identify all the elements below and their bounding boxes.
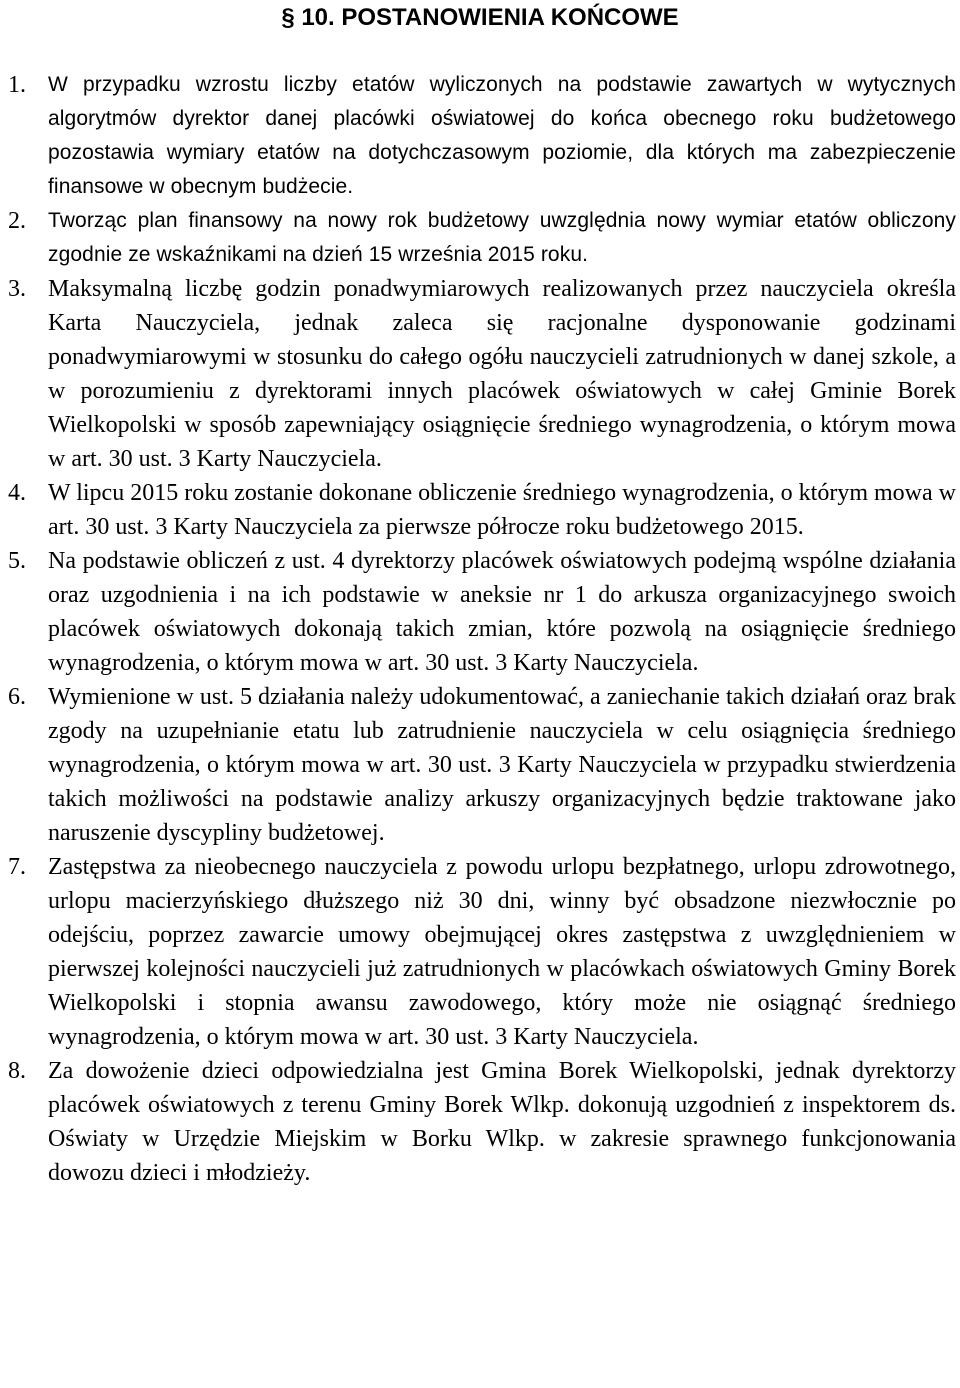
list-item — [8, 272, 956, 476]
item-number: 8. — [8, 1058, 26, 1084]
list-item — [8, 476, 956, 544]
item-number: 5. — [8, 548, 26, 574]
item-text: W lipcu 2015 roku zostanie dokonane obliczenie średniego wynagrodzenia, o którym mowa w art. 30 ust. 3 Karty Nauczyciela za pierwsze półrocze roku budżetowego 2015. — [48, 480, 956, 540]
item-text: W przypadku wzrostu liczby etatów wyliczonych na podstawie zawartych w wytycznych algorytmów dyrektor danej placówki oświatowej do końca obecnego roku budżetowego pozostawia wymiary etatów na dotychczasowym poziomie, dla których ma zabezpieczenie finansowe w obecnym budżecie. — [48, 73, 956, 198]
list-item — [8, 68, 956, 204]
item-number: 7. — [8, 854, 26, 880]
list-item — [8, 850, 956, 1054]
list-item — [8, 204, 956, 272]
item-text: Wymienione w ust. 5 działania należy udokumentować, a zaniechanie takich działań oraz brak zgody na uzupełnianie etatu lub zatrudnienie nauczyciela w celu osiągnięcia średniego wynagrodzenia, o którym mowa w art. 30 ust. 3 Karty Nauczyciela w przypadku stwierdzenia takich możliwości na podstawie analizy arkuszy organizacyjnych będzie traktowane jako naruszenie dyscypliny budżetowej. — [48, 684, 956, 846]
list-item — [8, 1054, 956, 1190]
item-number: 4. — [8, 480, 26, 506]
list-item — [8, 544, 956, 680]
item-number: 6. — [8, 684, 26, 710]
provisions-list — [8, 68, 956, 1190]
item-text: Zastępstwa za nieobecnego nauczyciela z powodu urlopu bezpłatnego, urlopu zdrowotnego, urlopu macierzyńskiego dłuższego niż 30 dni, winny być obsadzone niezwłocznie po odejściu, poprzez zawarcie umowy obejmującej okres zastępstwa z uwzględnieniem w pierwszej kolejności nauczycieli już zatrudnionych w placówkach oświatowych Gminy Borek Wielkopolski i stopnia awansu zawodowego, który może nie osiągnąć średniego wynagrodzenia, o którym mowa w art. 30 ust. 3 Karty Nauczyciela. — [48, 854, 956, 1050]
section-heading: § 10. POSTANOWIENIA KOŃCOWE — [281, 4, 679, 31]
item-text: Tworząc plan finansowy na nowy rok budżetowy uwzględnia nowy wymiar etatów obliczony zgodnie ze wskaźnikami na dzień 15 września 2015 roku. — [48, 209, 956, 266]
item-text: Maksymalną liczbę godzin ponadwymiarowych realizowanych przez nauczyciela określa Karta Nauczyciela, jednak zaleca się racjonalne dysponowanie godzinami ponadwymiarowymi w stosunku do całego ogółu nauczycieli zatrudnionych w danej szkole, a w porozumieniu z dyrektorami innych placówek oświatowych w całej Gminie Borek Wielkopolski w sposób zapewniający osiągnięcie średniego wynagrodzenia, o którym mowa w art. 30 ust. 3 Karty Nauczyciela. — [48, 276, 956, 472]
item-number: 3. — [8, 276, 26, 302]
item-number: 1. — [8, 72, 26, 98]
list-item — [8, 680, 956, 850]
item-text: Za dowożenie dzieci odpowiedzialna jest Gmina Borek Wielkopolski, jednak dyrektorzy placówek oświatowych z terenu Gminy Borek Wlkp. dokonują uzgodnień z inspektorem ds. Oświaty w Urzędzie Miejskim w Borku Wlkp. w zakresie sprawnego funkcjonowania dowozu dzieci i młodzieży. — [48, 1058, 956, 1186]
item-text: Na podstawie obliczeń z ust. 4 dyrektorzy placówek oświatowych podejmą wspólne działania oraz uzgodnienia i na ich podstawie w aneksie nr 1 do arkusza organizacyjnego swoich placówek oświatowych dokonają takich zmian, które pozwolą na osiągnięcie średniego wynagrodzenia, o którym mowa w art. 30 ust. 3 Karty Nauczyciela. — [48, 548, 956, 676]
item-number: 2. — [8, 208, 26, 234]
